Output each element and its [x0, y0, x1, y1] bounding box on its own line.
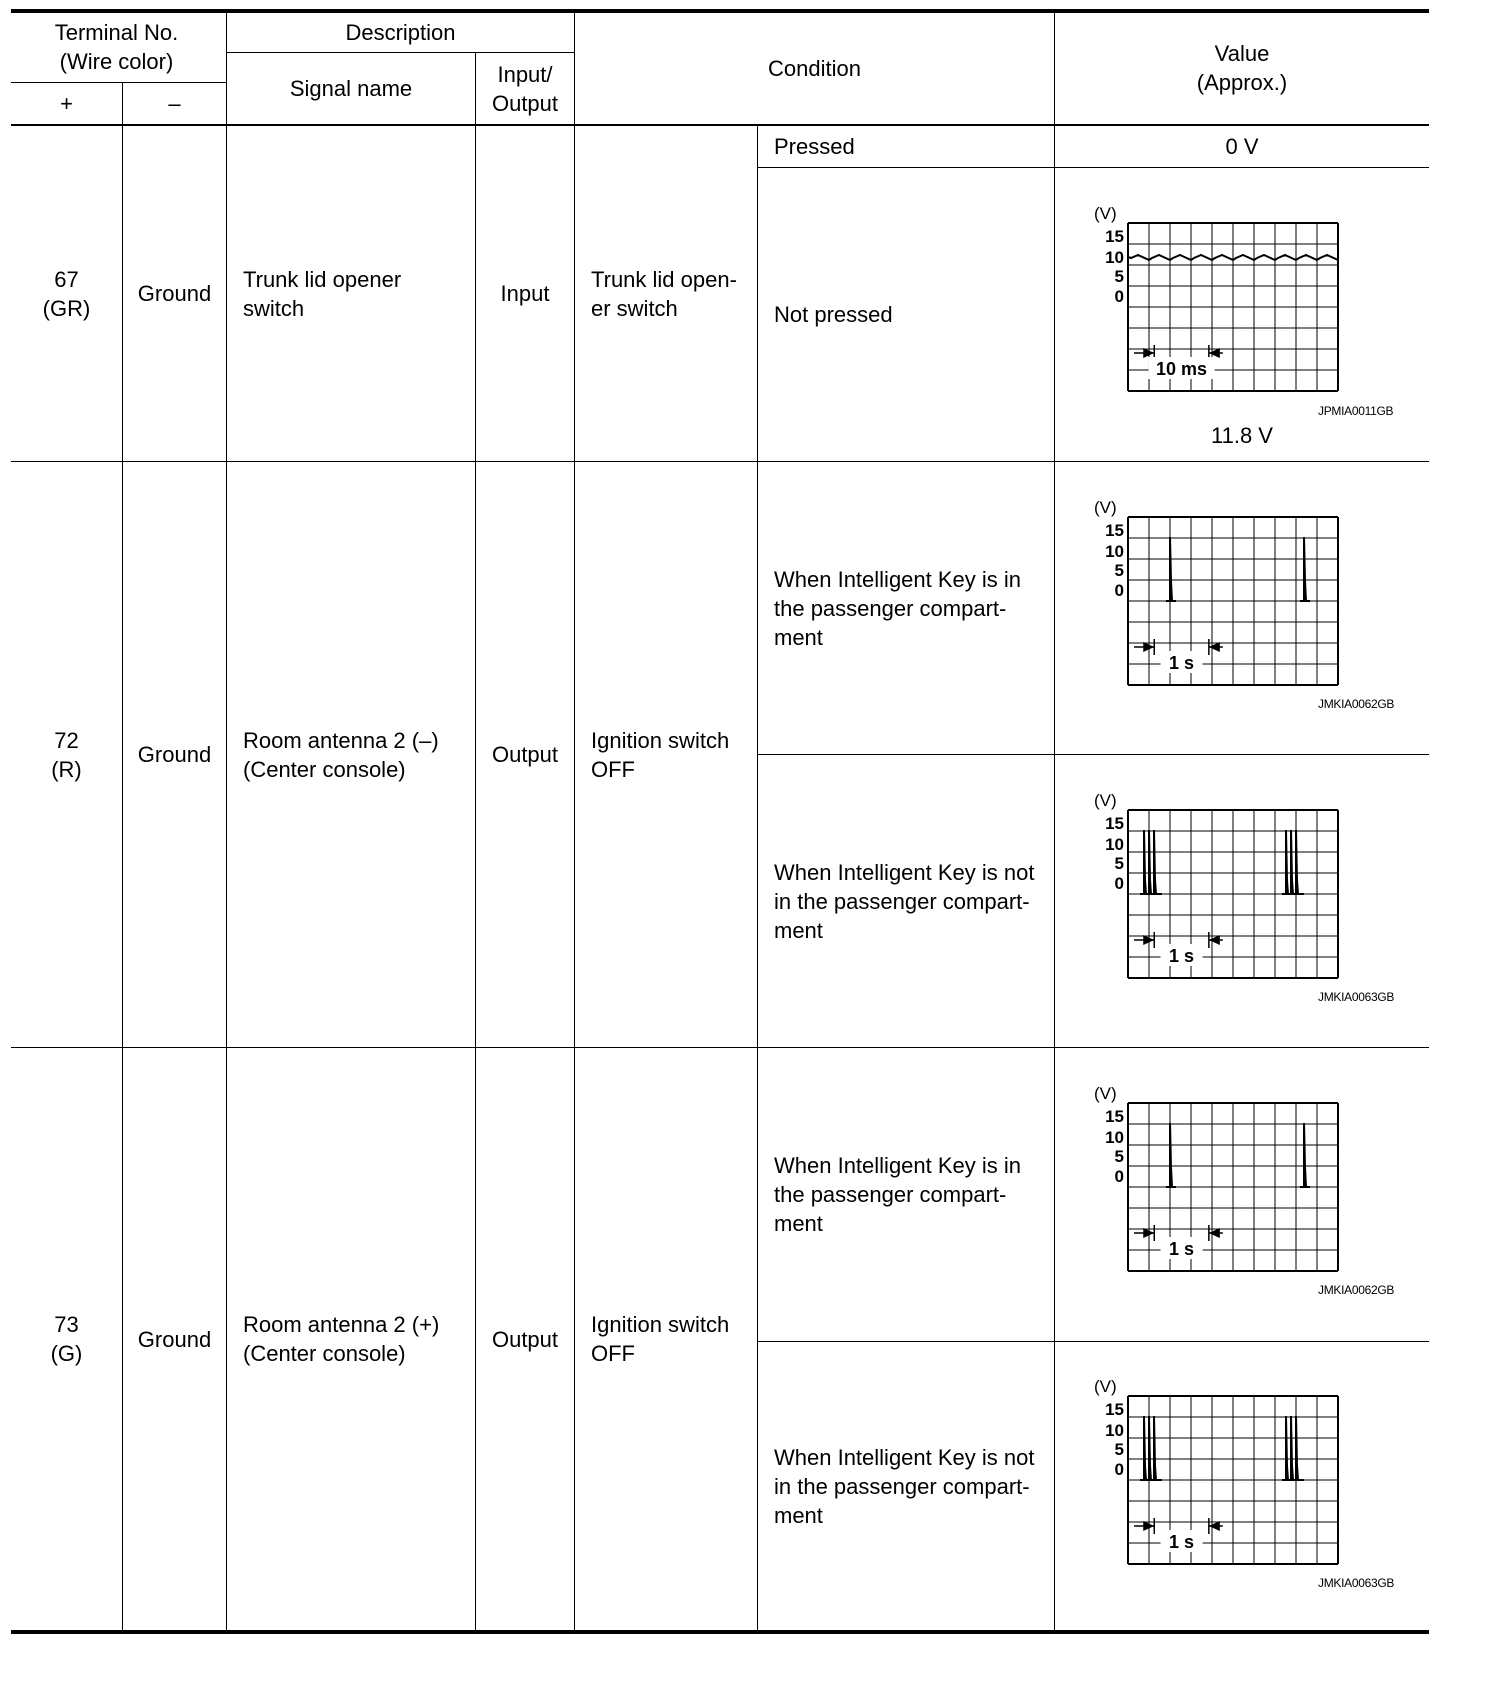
condition-text: OFF [591, 756, 635, 782]
minus-terminal: Ground [137, 281, 212, 306]
y-axis-unit: (V) [1094, 205, 1117, 223]
sub-condition [774, 755, 1054, 1047]
table-row-terminal [11, 1048, 122, 1630]
sub-condition-text: Not pressed [774, 302, 893, 327]
wire-color: (GR) [42, 295, 91, 321]
sub-condition-text: in the passenger compart- [774, 888, 1030, 914]
io-type: Output [491, 742, 559, 767]
table-row-io [476, 126, 574, 461]
header-description-label: Description [345, 19, 456, 45]
column-divider [574, 11, 575, 1631]
sub-condition-text: ment [774, 917, 823, 943]
minus-terminal: Ground [137, 742, 212, 767]
y-axis-unit: (V) [1094, 1378, 1117, 1396]
signal-name: switch [243, 295, 305, 321]
header-wire-color-label: (Wire color) [59, 49, 174, 74]
value-text: 0 V [1225, 134, 1259, 159]
sub-value [1055, 126, 1429, 167]
sub-condition-text: When Intelligent Key is not [774, 1444, 1035, 1470]
condition-text: Ignition switch [591, 1312, 730, 1337]
figure-code: JMKIA0062GB [1318, 1283, 1395, 1297]
sub-condition-text: When Intelligent Key is in [774, 566, 1022, 592]
header-condition-label: Condition [768, 55, 861, 81]
header-minus-label: – [168, 91, 181, 116]
time-scale-label: 10 ms [1156, 359, 1208, 379]
oscilloscope-waveform [1090, 792, 1420, 982]
table-row-terminal [11, 126, 122, 461]
table-row-io [476, 462, 574, 1047]
sub-condition [774, 1342, 1054, 1630]
header-input-label: Input/ [497, 61, 553, 87]
wire-color: (R) [51, 756, 82, 782]
column-divider [1054, 11, 1055, 1631]
oscilloscope-waveform [1090, 1378, 1420, 1568]
signal-name: Trunk lid opener [243, 266, 402, 292]
io-type: Output [491, 1326, 559, 1352]
y-tick-label: 5 [1114, 1147, 1124, 1166]
y-tick-label: 0 [1114, 874, 1124, 893]
y-tick-label: 10 [1105, 835, 1124, 854]
figure-code: JMKIA0063GB [1318, 990, 1395, 1004]
terminal-number: 73 [54, 1312, 79, 1337]
table-row-signal [243, 462, 475, 1047]
time-scale-label: 1 s [1169, 653, 1195, 673]
header-output-label: Output [491, 90, 559, 116]
sub-condition-text: Pressed [774, 134, 855, 159]
header-minus [123, 83, 226, 124]
y-axis-unit: (V) [1094, 499, 1117, 517]
figure-code: JMKIA0062GB [1318, 697, 1395, 711]
y-tick-label: 5 [1114, 1440, 1124, 1459]
header-terminal-no-label: Terminal No. [54, 20, 179, 45]
header-condition [575, 12, 1054, 124]
sub-condition [774, 126, 1054, 167]
sub-condition [774, 462, 1054, 754]
sub-condition-text: in the passenger compart- [774, 1473, 1030, 1499]
signal-name: Room antenna 2 (–) [243, 727, 439, 753]
y-axis-unit: (V) [1094, 1085, 1117, 1103]
minus-terminal: Ground [137, 1326, 212, 1352]
condition-text: er switch [591, 295, 678, 321]
y-tick-label: 0 [1114, 1460, 1124, 1479]
y-tick-label: 0 [1114, 581, 1124, 600]
y-tick-label: 15 [1105, 1400, 1124, 1419]
header-input-output [476, 53, 574, 124]
table-row-condition [591, 1048, 757, 1630]
signal-name: (Center console) [243, 1341, 406, 1366]
signal-name: (Center console) [243, 756, 406, 782]
sub-condition-text: ment [774, 624, 823, 650]
y-tick-label: 5 [1114, 561, 1124, 580]
terminal-number: 72 [54, 727, 79, 753]
header-approx-label: (Approx.) [1196, 70, 1288, 95]
table-row-io [476, 1048, 574, 1630]
sub-condition-text: the passenger compart- [774, 595, 1007, 621]
y-tick-label: 15 [1105, 521, 1124, 540]
sub-condition-text: the passenger compart- [774, 1182, 1007, 1207]
time-scale-label: 1 s [1169, 946, 1195, 966]
figure-code: JMKIA0063GB [1318, 1576, 1395, 1590]
header-plus-label: + [60, 91, 73, 116]
table-row-minus [123, 1048, 226, 1630]
oscilloscope-waveform [1090, 499, 1420, 689]
table-row-condition [591, 126, 757, 461]
sub-condition-text: ment [774, 1211, 823, 1236]
oscilloscope-waveform [1090, 205, 1420, 395]
wire-color: (G) [50, 1341, 83, 1366]
header-value [1055, 12, 1429, 124]
header-terminal-no [11, 12, 222, 82]
table-row-signal [243, 126, 475, 461]
terminal-number: 67 [54, 266, 79, 292]
waveform-trace [1140, 830, 1304, 894]
waveform-trace [1166, 1123, 1310, 1187]
value-text: 11.8 V [1211, 423, 1273, 448]
header-signal-name [227, 53, 475, 124]
condition-text: OFF [591, 1341, 635, 1366]
condition-text: Trunk lid open- [591, 266, 737, 292]
waveform-trace [1140, 1416, 1304, 1480]
sub-condition [774, 1048, 1054, 1341]
table-row-terminal [11, 462, 122, 1047]
condition-text: Ignition switch [591, 727, 730, 753]
y-tick-label: 10 [1105, 248, 1124, 267]
header-description [227, 12, 574, 52]
sub-condition-text: ment [774, 1502, 823, 1528]
sub-condition-text: When Intelligent Key is in [774, 1153, 1022, 1178]
waveform-trace [1166, 537, 1310, 601]
table-row-minus [123, 126, 226, 461]
sub-condition [774, 168, 1054, 461]
oscilloscope-waveform [1090, 1085, 1420, 1275]
column-divider [226, 11, 227, 1631]
y-tick-label: 0 [1114, 287, 1124, 306]
header-signal-name-label: Signal name [289, 76, 413, 101]
y-axis-unit: (V) [1094, 792, 1117, 810]
y-tick-label: 15 [1105, 1107, 1124, 1126]
column-divider [757, 125, 758, 1631]
sub-condition-text: When Intelligent Key is not [774, 859, 1035, 885]
signal-name: Room antenna 2 (+) [243, 1312, 440, 1337]
y-tick-label: 0 [1114, 1167, 1124, 1186]
table-row-minus [123, 462, 226, 1047]
y-tick-label: 15 [1105, 814, 1124, 833]
table-row-signal [243, 1048, 475, 1630]
figure-code: JPMIA0011GB [1318, 404, 1394, 418]
time-scale-label: 1 s [1169, 1532, 1195, 1552]
header-value-label: Value [1214, 41, 1270, 66]
y-tick-label: 10 [1105, 542, 1124, 561]
y-tick-label: 10 [1105, 1128, 1124, 1147]
io-type: Input [500, 281, 550, 306]
table-bottom-rule [11, 1630, 1429, 1634]
y-tick-label: 5 [1114, 854, 1124, 873]
y-tick-label: 10 [1105, 1421, 1124, 1440]
header-plus [11, 83, 122, 124]
y-tick-label: 5 [1114, 267, 1124, 286]
time-scale-label: 1 s [1169, 1239, 1195, 1259]
y-tick-label: 15 [1105, 227, 1124, 246]
table-row-condition [591, 462, 757, 1047]
